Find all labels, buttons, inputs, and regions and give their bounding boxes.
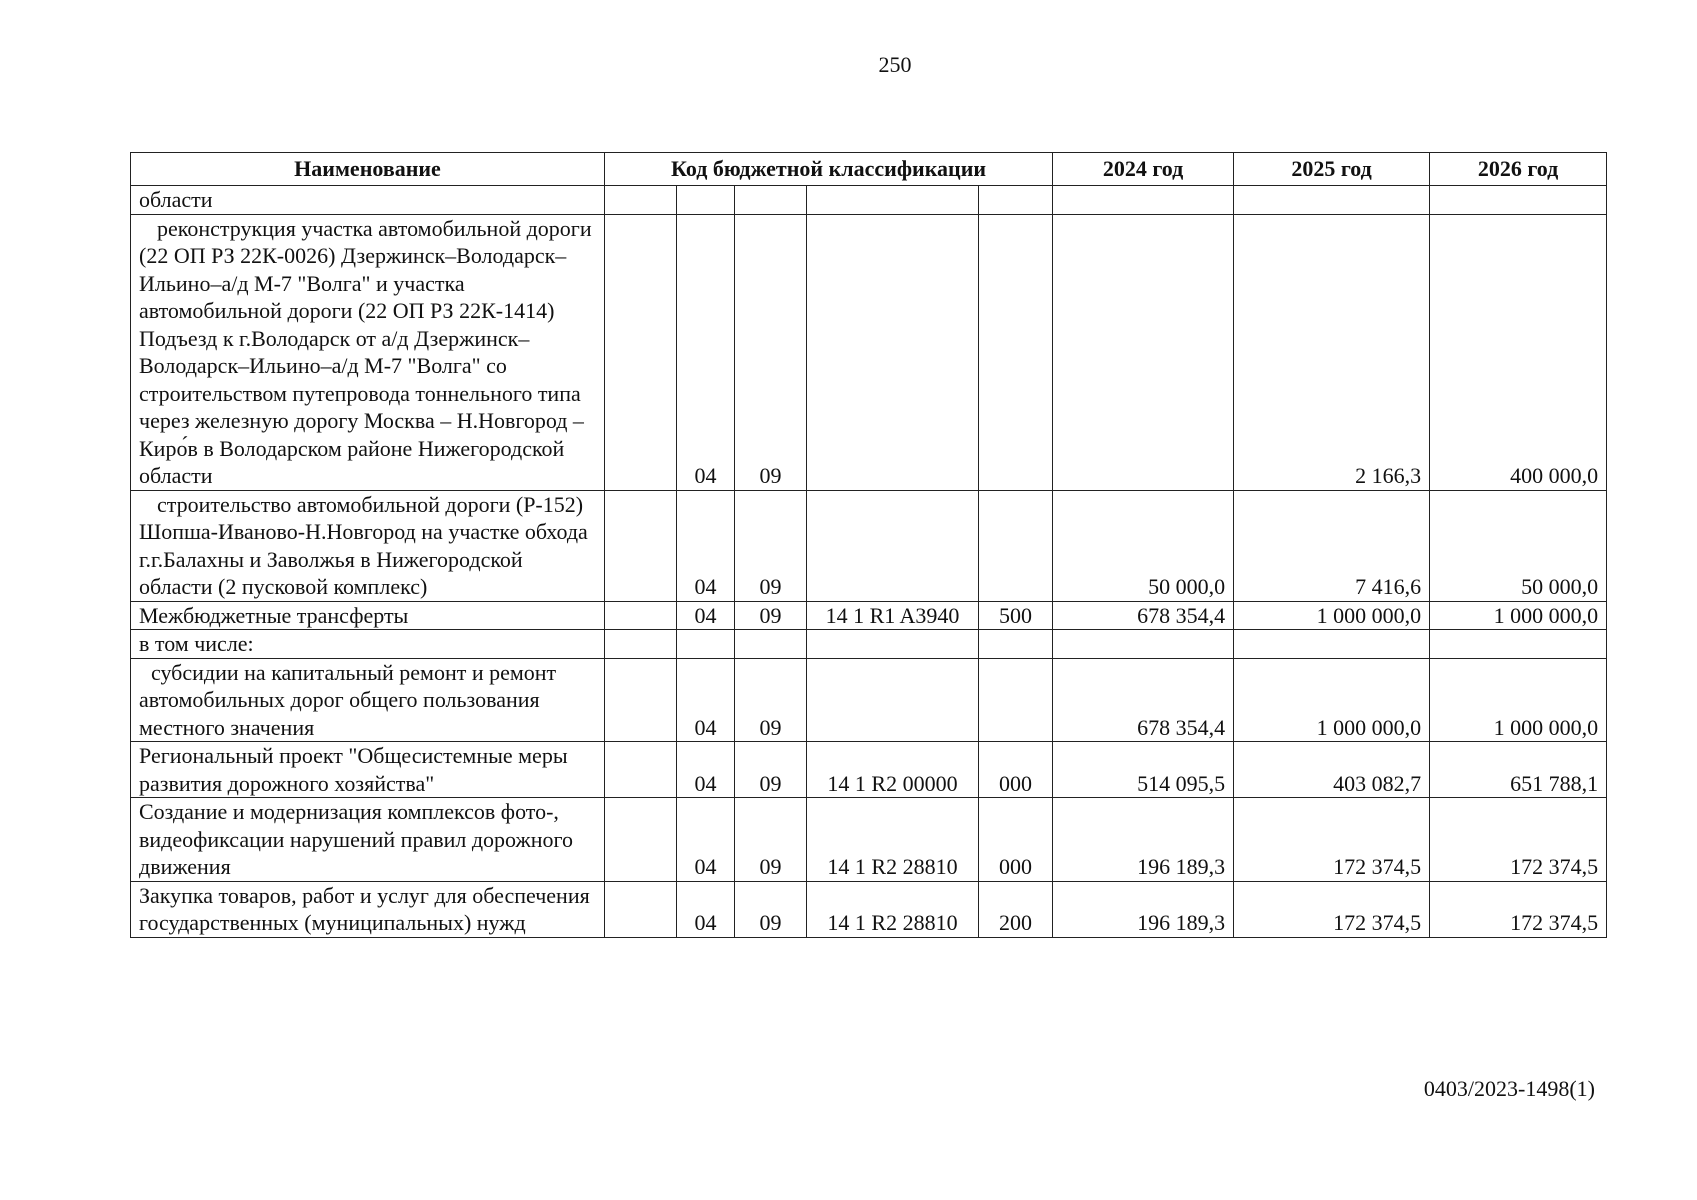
code-cell-3: 09 bbox=[735, 881, 807, 937]
budget-table bbox=[130, 152, 1607, 938]
code-cell-5: 000 bbox=[979, 742, 1053, 798]
code-cell-1 bbox=[605, 742, 677, 798]
code-cell-4: 14 1 R2 00000 bbox=[807, 742, 979, 798]
amount-2026 bbox=[1430, 186, 1607, 215]
amount-2024: 50 000,0 bbox=[1053, 490, 1234, 601]
code-cell-5 bbox=[979, 658, 1053, 742]
code-cell-3: 09 bbox=[735, 214, 807, 490]
amount-2024: 514 095,5 bbox=[1053, 742, 1234, 798]
header-name: Наименование bbox=[131, 153, 605, 186]
code-cell-1 bbox=[605, 601, 677, 630]
header-2026: 2026 год bbox=[1430, 153, 1607, 186]
row-name: области bbox=[131, 186, 605, 215]
amount-2026 bbox=[1430, 630, 1607, 659]
code-cell-3: 09 bbox=[735, 798, 807, 882]
row-name: Создание и модернизация комплексов фото-, видеофиксации нарушений правил дорожного движения bbox=[131, 798, 605, 882]
code-cell-1 bbox=[605, 798, 677, 882]
page-number: 250 bbox=[878, 52, 912, 77]
code-cell-4: 14 1 R2 28810 bbox=[807, 881, 979, 937]
code-cell-4: 14 1 R2 28810 bbox=[807, 798, 979, 882]
code-cell-2: 04 bbox=[677, 881, 735, 937]
amount-2024: 678 354,4 bbox=[1053, 658, 1234, 742]
amount-2026: 651 788,1 bbox=[1430, 742, 1607, 798]
code-cell-2: 04 bbox=[677, 214, 735, 490]
row-name: Региональный проект "Общесистемные меры развития дорожного хозяйства" bbox=[131, 742, 605, 798]
code-cell-1 bbox=[605, 186, 677, 215]
code-cell-3: 09 bbox=[735, 601, 807, 630]
amount-2025: 1 000 000,0 bbox=[1234, 658, 1430, 742]
table-row bbox=[131, 186, 1607, 215]
code-cell-5: 500 bbox=[979, 601, 1053, 630]
table-header-row bbox=[131, 153, 1607, 186]
code-cell-5 bbox=[979, 186, 1053, 215]
amount-2024: 196 189,3 bbox=[1053, 798, 1234, 882]
document-code: 0403/2023-1498(1) bbox=[1423, 1076, 1595, 1101]
code-cell-2: 04 bbox=[677, 798, 735, 882]
code-cell-1 bbox=[605, 490, 677, 601]
row-name: строительство автомобильной дороги (Р-152) Шопша-Иваново-Н.Новгород на участке обхода г.г.Балахны и Заволжья в Нижегородской области (2 пусковой комплекс) bbox=[131, 490, 605, 601]
table-row bbox=[131, 630, 1607, 659]
header-2025: 2025 год bbox=[1234, 153, 1430, 186]
amount-2025: 172 374,5 bbox=[1234, 798, 1430, 882]
amount-2025 bbox=[1234, 630, 1430, 659]
amount-2024 bbox=[1053, 630, 1234, 659]
amount-2026: 1 000 000,0 bbox=[1430, 658, 1607, 742]
amount-2026: 400 000,0 bbox=[1430, 214, 1607, 490]
amount-2026: 172 374,5 bbox=[1430, 798, 1607, 882]
code-cell-2: 04 bbox=[677, 490, 735, 601]
code-cell-3: 09 bbox=[735, 490, 807, 601]
row-name: Межбюджетные трансферты bbox=[131, 601, 605, 630]
code-cell-5: 000 bbox=[979, 798, 1053, 882]
table-row bbox=[131, 601, 1607, 630]
amount-2026: 50 000,0 bbox=[1430, 490, 1607, 601]
code-cell-5: 200 bbox=[979, 881, 1053, 937]
code-cell-4 bbox=[807, 630, 979, 659]
code-cell-4 bbox=[807, 490, 979, 601]
table-row bbox=[131, 214, 1607, 490]
amount-2024: 196 189,3 bbox=[1053, 881, 1234, 937]
table-row bbox=[131, 658, 1607, 742]
amount-2025: 7 416,6 bbox=[1234, 490, 1430, 601]
code-cell-4 bbox=[807, 214, 979, 490]
amount-2025 bbox=[1234, 186, 1430, 215]
code-cell-2: 04 bbox=[677, 658, 735, 742]
code-cell-3: 09 bbox=[735, 658, 807, 742]
code-cell-4 bbox=[807, 186, 979, 215]
code-cell-5 bbox=[979, 490, 1053, 601]
code-cell-3: 09 bbox=[735, 742, 807, 798]
header-budget-code: Код бюджетной классификации bbox=[605, 153, 1053, 186]
code-cell-5 bbox=[979, 214, 1053, 490]
code-cell-2: 04 bbox=[677, 601, 735, 630]
code-cell-2: 04 bbox=[677, 742, 735, 798]
code-cell-1 bbox=[605, 881, 677, 937]
table-row bbox=[131, 490, 1607, 601]
amount-2025: 172 374,5 bbox=[1234, 881, 1430, 937]
row-name: реконструкция участка автомобильной дороги (22 ОП РЗ 22К-0026) Дзержинск–Володарск–Ильино–а/д М-7 "Волга" и участка автомобильной дороги (22 ОП РЗ 22К-1414) Подъезд к г.Володарск от а/д Дзержинск–Володарск–Ильино–а/д М-7 "Волга" со строительством путепровода тоннельного типа через железную дорогу Москва – Н.Новгород – Киро́в в Володарском районе Нижегородской области bbox=[131, 214, 605, 490]
code-cell-4 bbox=[807, 658, 979, 742]
amount-2025: 2 166,3 bbox=[1234, 214, 1430, 490]
amount-2025: 403 082,7 bbox=[1234, 742, 1430, 798]
code-cell-3 bbox=[735, 186, 807, 215]
code-cell-1 bbox=[605, 630, 677, 659]
amount-2024 bbox=[1053, 186, 1234, 215]
amount-2024: 678 354,4 bbox=[1053, 601, 1234, 630]
amount-2026: 1 000 000,0 bbox=[1430, 601, 1607, 630]
code-cell-3 bbox=[735, 630, 807, 659]
code-cell-1 bbox=[605, 658, 677, 742]
row-name: в том числе: bbox=[131, 630, 605, 659]
code-cell-5 bbox=[979, 630, 1053, 659]
code-cell-2 bbox=[677, 630, 735, 659]
row-name: субсидии на капитальный ремонт и ремонт автомобильных дорог общего пользования местного значения bbox=[131, 658, 605, 742]
code-cell-4: 14 1 R1 A3940 bbox=[807, 601, 979, 630]
amount-2025: 1 000 000,0 bbox=[1234, 601, 1430, 630]
amount-2026: 172 374,5 bbox=[1430, 881, 1607, 937]
code-cell-2 bbox=[677, 186, 735, 215]
table-row bbox=[131, 881, 1607, 937]
table-row bbox=[131, 742, 1607, 798]
amount-2024 bbox=[1053, 214, 1234, 490]
code-cell-1 bbox=[605, 214, 677, 490]
row-name: Закупка товаров, работ и услуг для обеспечения государственных (муниципальных) нужд bbox=[131, 881, 605, 937]
header-2024: 2024 год bbox=[1053, 153, 1234, 186]
table-row bbox=[131, 798, 1607, 882]
